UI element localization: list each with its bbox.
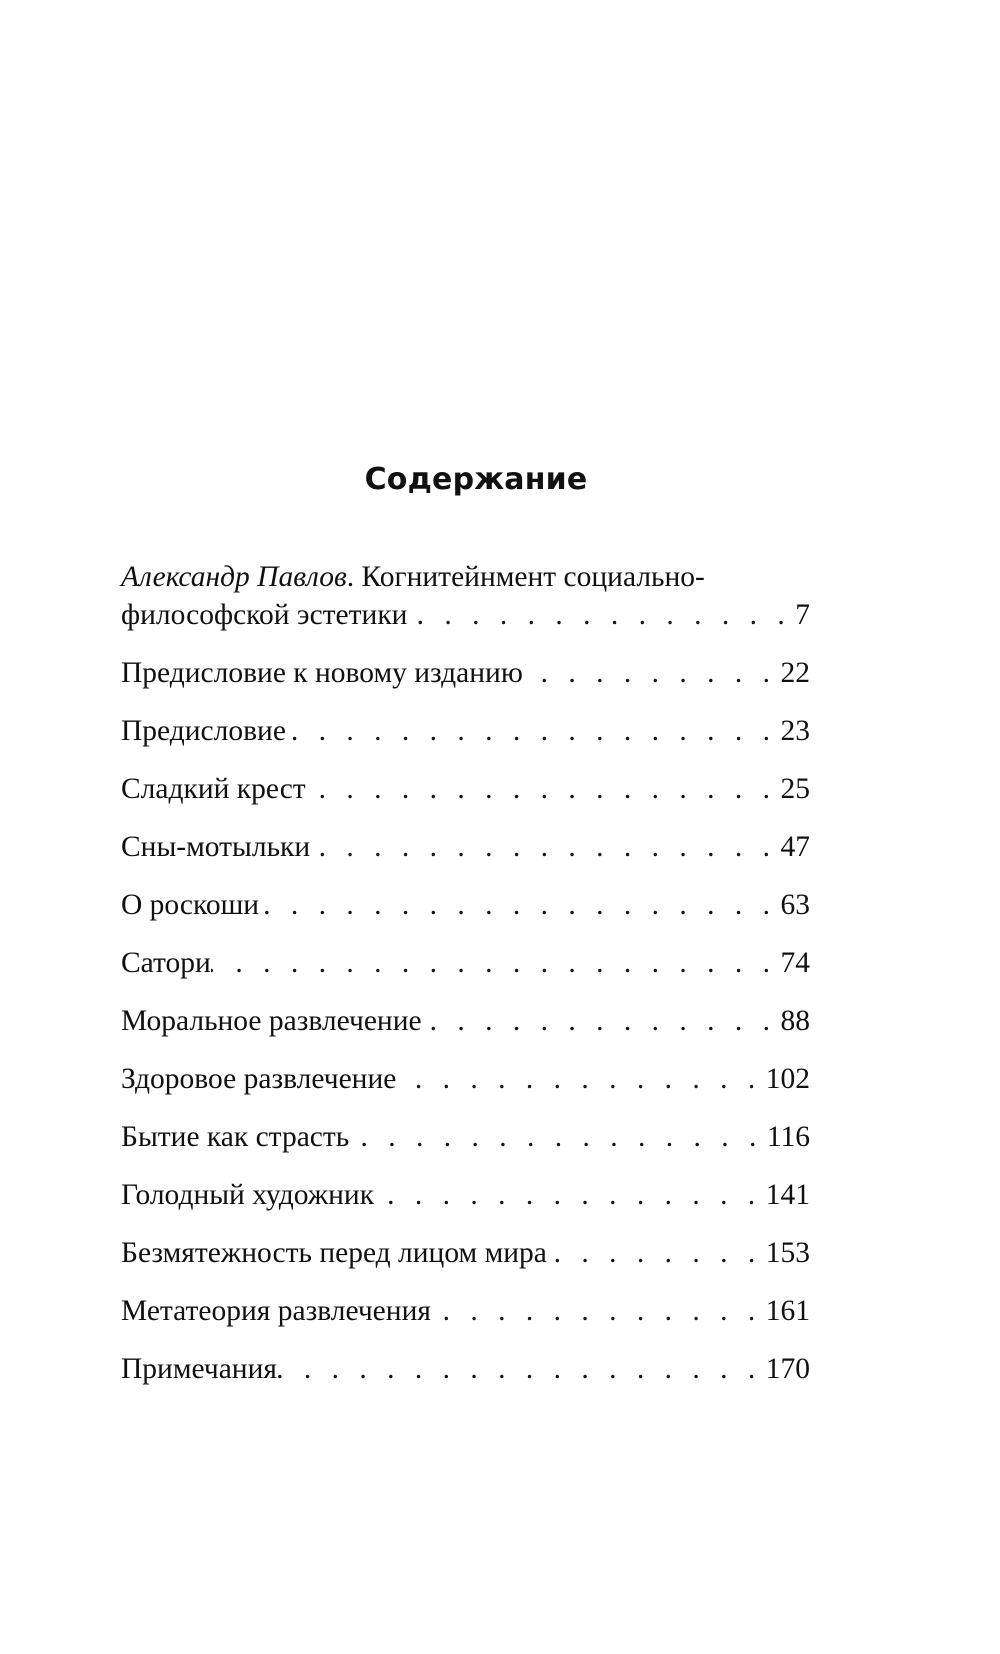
- toc-entry: [121, 828, 810, 866]
- dot-leader: [277, 1350, 766, 1388]
- toc-entry-title: Когнитейнмент социально-: [361, 561, 705, 593]
- toc-entry-page: 153: [765, 1237, 810, 1269]
- toc-entry-title: Моральное развлечение: [121, 1005, 422, 1037]
- toc-entry-page: 25: [780, 773, 810, 805]
- toc-entry-page: 170: [765, 1353, 810, 1385]
- dot-leader: [523, 654, 781, 692]
- toc-entry-title: Примечания: [121, 1353, 277, 1385]
- dot-leader: [211, 944, 781, 982]
- toc-entry-title: Метатеория развлечения: [121, 1295, 431, 1327]
- toc-entry-page: 116: [766, 1121, 810, 1153]
- toc-entry: [121, 1292, 810, 1330]
- toc-entry-page: 102: [765, 1063, 810, 1095]
- toc-entry: [121, 1234, 810, 1272]
- toc-entry: [121, 770, 810, 808]
- toc-entry-page: 141: [765, 1179, 810, 1211]
- dot-leader: [431, 1292, 766, 1330]
- toc-entry-title: Сладкий крест: [121, 773, 306, 805]
- toc-entry: [121, 1176, 810, 1214]
- toc-entry-title: О роскоши: [121, 889, 260, 921]
- toc-entry-title: Предисловие: [121, 715, 286, 747]
- page-title: Содержание: [364, 462, 588, 497]
- toc-entry-title: Сатори: [121, 947, 211, 979]
- dot-leader: [396, 1060, 765, 1098]
- toc-entry-title: Предисловие к новому изданию: [121, 657, 523, 689]
- toc-entry-page: 7: [795, 599, 810, 631]
- toc-entry-page: 47: [780, 831, 810, 863]
- toc-entry-title: Сны-мотыльки: [121, 831, 311, 863]
- dot-leader: [259, 886, 780, 924]
- toc-entry-title-continued: философской эстетики: [121, 599, 408, 631]
- toc-entry: [121, 712, 810, 750]
- toc-entry: [121, 944, 810, 982]
- toc-entry: [121, 1060, 810, 1098]
- toc-entry: [121, 1002, 810, 1040]
- dot-leader: [374, 1176, 766, 1214]
- dot-leader: [407, 596, 795, 634]
- dot-leader: [310, 828, 780, 866]
- toc-entry: [121, 1118, 810, 1156]
- toc-entry-title: Бытие как страсть: [121, 1121, 350, 1153]
- dot-leader: [422, 1002, 781, 1040]
- toc-entry: [121, 1350, 810, 1388]
- dot-leader: [547, 1234, 766, 1272]
- dot-leader: [349, 1118, 767, 1156]
- toc-entry-title: Голодный художник: [121, 1179, 375, 1211]
- toc-entry-page: 63: [780, 889, 810, 921]
- toc-entry: [121, 654, 810, 692]
- toc-entry-title: Безмятежность перед лицом мира: [121, 1237, 547, 1269]
- toc-entry-page: 161: [765, 1295, 810, 1327]
- dot-leader: [306, 770, 781, 808]
- dot-leader: [286, 712, 781, 750]
- toc-entry-page: 74: [780, 947, 810, 979]
- toc-entry-title: Здоровое развлечение: [121, 1063, 397, 1095]
- table-of-contents: [121, 558, 810, 1408]
- toc-entry-page: 22: [780, 657, 810, 689]
- toc-entry-page: 88: [780, 1005, 810, 1037]
- toc-entry: Александр Павлов. Когнитейнмент социально- философской эстетики . . . 7: [121, 558, 810, 634]
- toc-entry-author: Александр Павлов: [121, 561, 347, 593]
- toc-entry-page: 23: [780, 715, 810, 747]
- toc-entry: [121, 886, 810, 924]
